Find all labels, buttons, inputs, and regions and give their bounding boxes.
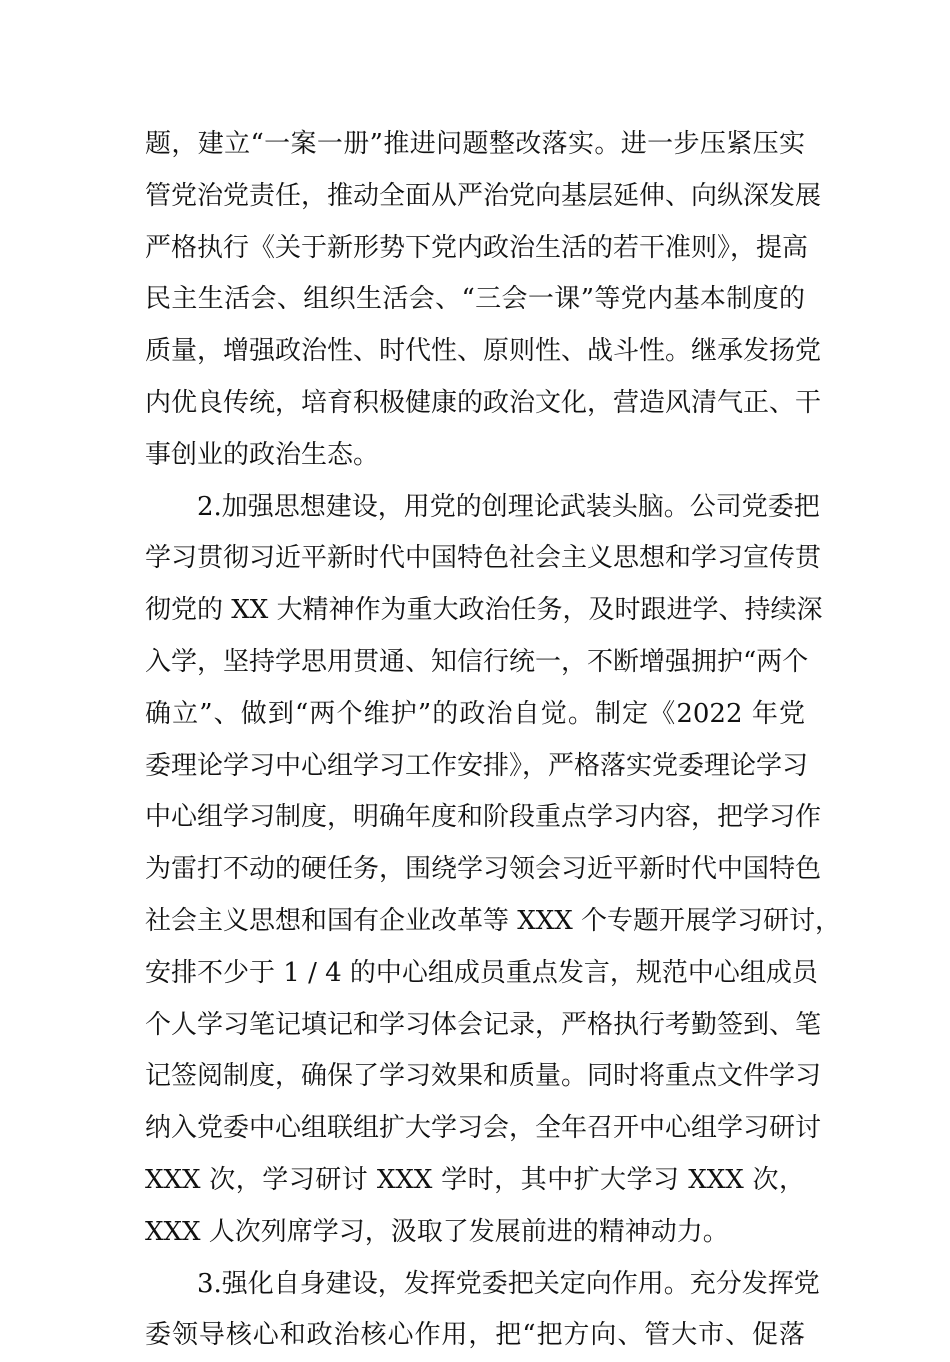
text-line: XXX 次，学习研讨 XXX 学时，其中扩大学习 XXX 次， <box>145 1164 805 1195</box>
text-line: 中心组学习制度，明确年度和阶段重点学习内容，把学习作 <box>145 802 822 833</box>
text-line: 事创业的政治生态。 <box>145 439 380 470</box>
text-line: 安排不少于 1 / 4 的中心组成员重点发言，规范中心组成员 <box>145 957 818 988</box>
text-line: 记签阅制度，确保了学习效果和质量。同时将重点文件学习 <box>145 1061 822 1092</box>
text-line: 内优良传统，培育积极健康的政治文化，营造风清气正、干 <box>145 387 822 418</box>
text-line: 委理论学习中心组学习工作安排》，严格落实党委理论学习 <box>145 750 809 781</box>
paragraph-3 <box>145 1259 820 1362</box>
text-line: 社会主义思想和国有企业改革等 XXX 个专题开展学习研讨， <box>145 905 842 936</box>
text-line: 委领导核心和政治核心作用，把“把方向、管大市、促落 <box>145 1320 805 1351</box>
text-line: 个人学习笔记填记和学习体会记录，严格执行考勤签到、笔 <box>145 1009 822 1040</box>
paragraph-1 <box>145 119 822 482</box>
text-line: 学习贯彻习近平新时代中国特色社会主义思想和学习宣传贯 <box>145 543 822 574</box>
document-body <box>145 119 842 1362</box>
text-line: 为雷打不动的硬任务，围绕学习领会习近平新时代中国特色 <box>145 854 822 885</box>
text-line: 题，建立“一案一册”推进问题整改落实。进一步压紧压实 <box>145 129 805 159</box>
text-line: 2.加强思想建设，用党的创理论武装头脑。公司党委把 <box>197 491 820 522</box>
text-line: 3.强化自身建设，发挥党委把关定向作用。充分发挥党 <box>197 1268 820 1299</box>
text-line: 质量，增强政治性、时代性、原则性、战斗性。继承发扬党 <box>145 336 822 367</box>
text-line: 入学，坚持学思用贯通、知信行统一，不断增强拥护“两个 <box>145 646 809 677</box>
text-line: 管党治党责任，推动全面从严治党向基层延伸、向纵深发展 <box>145 180 822 211</box>
text-line: XXX 人次列席学习，汲取了发展前进的精神动力。 <box>145 1216 729 1247</box>
text-line: 纳入党委中心组联组扩大学习会，全年召开中心组学习研讨 <box>145 1113 822 1144</box>
paragraph-2 <box>145 482 842 1259</box>
text-line: 严格执行《关于新形势下党内政治生活的若干准则》，提高 <box>145 232 809 263</box>
text-line: 确立”、做到“两个维护”的政治自觉。制定《2022 年党 <box>145 698 805 729</box>
text-line: 民主生活会、组织生活会、“三会一课”等党内基本制度的 <box>145 284 805 315</box>
text-line: 彻党的 XX 大精神作为重大政治任务，及时跟进学、持续深 <box>145 595 823 626</box>
